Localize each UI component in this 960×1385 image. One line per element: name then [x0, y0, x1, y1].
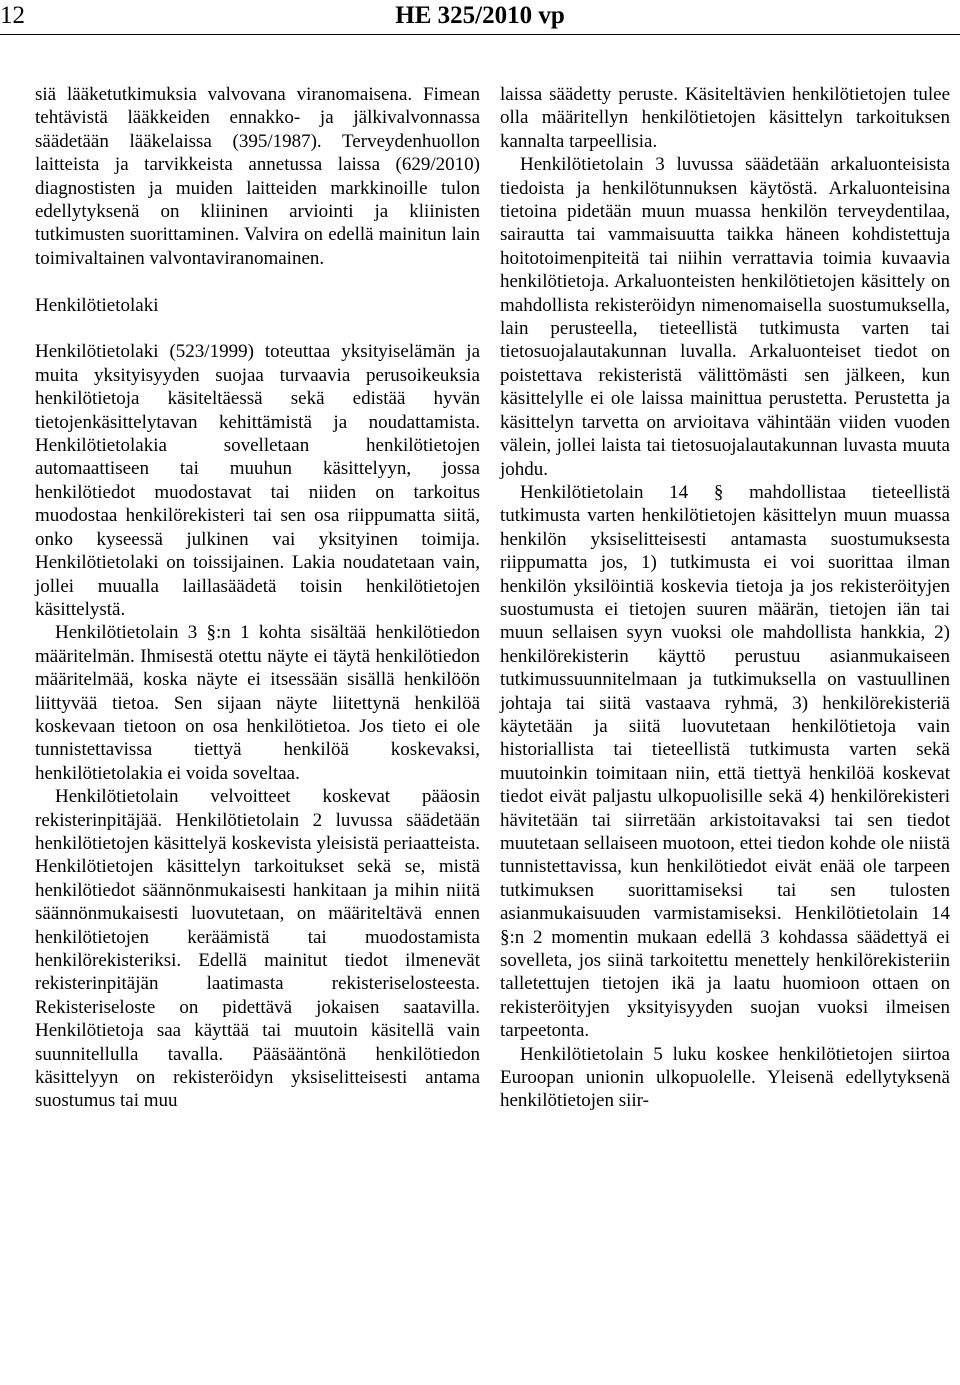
- page-number: 12: [0, 2, 25, 29]
- header-rule: [0, 34, 960, 35]
- left-column: [35, 83, 480, 1113]
- left-paragraph-4: Henkilötietolain velvoitteet koskevat pääosin rekisterinpitäjää. Henkilötietolain 2 luvussa säädetään henkilötietojen käsittelyä koskevista yleisistä periaatteista. Henkilötietojen käsittelyn tarkoitukset sekä se, mistä henkilötiedot säännönmukaisesti hankitaan ja mihin niitä säännönmukaisesti luovutetaan, on määriteltävä ennen henkilötietojen keräämistä tai muodostamista henkilörekisteriksi. Edellä mainitut tiedot ilmenevät rekisterinpitäjän laatimasta rekisteriselosteesta. Rekisteriseloste on pidettävä jokaisen saatavilla. Henkilötietoja saa käyttää tai muutoin käsitellä vain suunnitellulla tavalla. Pääsääntönä henkilötiedon käsittelyyn on rekisteröidyn yksiselitteisesti antama suostumus tai muu: [35, 786, 480, 1112]
- section-heading-henkilotietolaki: Henkilötietolaki: [35, 294, 159, 316]
- left-paragraph-1: siä lääketutkimuksia valvovana viranomaisena. Fimean tehtävistä lääkkeiden ennakko- ja jälkivalvonnassa säädetään lääkelaissa (395/1987). Terveydenhuollon laitteista ja tarvikkeista annetussa laissa (629/2010) diagnostisten ja muiden laitteiden markkinoille tulon edellytyksenä on kliininen arviointi ja kliinisten tutkimusten suorittaminen. Valvira on edellä mainitun lain toimivaltainen valvontaviranomainen.: [35, 84, 480, 269]
- right-paragraph-4: Henkilötietolain 5 luku koskee henkilötietojen siirtoa Euroopan unionin ulkopuolelle. Yleisenä edellytyksenä henkilötietojen siir-: [500, 1043, 950, 1112]
- right-paragraph-1: laissa säädetty peruste. Käsiteltävien henkilötietojen tulee olla määritellyn henkilötietojen käsittelyn tarkoituksen kannalta tarpeellisia.: [500, 84, 950, 152]
- right-paragraph-2: Henkilötietolain 3 luvussa säädetään arkaluonteisista tiedoista ja henkilötunnuksen käytöstä. Arkaluonteisina tietoina pidetään muun muassa henkilön terveydentilaa, sairautta tai vammaisuutta taikka häneen kohdistettuja hoitotoimenpiteitä tai niihin verrattavia toimia kuvaavia henkilötietoja. Arkaluonteisten henkilötietojen käsittely on mahdollista rekisteröidyn nimenomaisella suostumuksella, lain perusteella, tieteellistä tutkimusta varten tai tietosuojalautakunnan luvalla. Arkaluonteiset tiedot on poistettava rekisteristä välittömästi sen jälkeen, kun käsittelylle ei ole laissa mainittua perustetta. Perustetta ja käsittelyn tarvetta on arvioitava vähintään viiden vuoden välein, jollei laista tai tietosuojalautakunnan luvasta muuta johdu.: [500, 154, 950, 480]
- left-paragraph-3: Henkilötietolain 3 §:n 1 kohta sisältää henkilötiedon määritelmän. Ihmisestä otettu näyte ei täytä henkilötiedon määritelmää, koska näyte ei itsessään sisällä henkilöön liittyvää tietoa. Sen sijaan näyte liitettynä henkilöä koskevaan tietoon on osa henkilötietoa. Jos tieto ei ole tunnistettavissa tiettyä henkilöä koskevaksi, henkilötietolakia ei voida soveltaa.: [35, 622, 480, 784]
- document-id: HE 325/2010 vp: [395, 2, 565, 29]
- right-paragraph-3: Henkilötietolain 14 § mahdollistaa tieteellistä tutkimusta varten henkilötietojen käsittelyn muun muassa henkilön yksiselitteisesti antamasta suostumuksesta riippumatta jos, 1) tutkimusta ei voi suorittaa ilman henkilön yksilöintiä koskevia tietoja ja jos rekisteröityjen suostumusta ei tietojen suuren määrän, tietojen iän tai muun sellaisen syyn vuoksi ole mahdollista hankkia, 2) henkilörekisterin käyttö perustuu asianmukaiseen tutkimussuunnitelmaan ja tutkimuksella on vastuullinen johtaja tai siitä vastaava ryhmä, 3) henkilörekisteriä käytetään ja siitä luovutetaan henkilötietoja vain historiallista tai tieteellistä tutkimusta varten sekä muutoinkin toimitaan niin, että tiettyä henkilöä koskevat tiedot eivät paljastu ulkopuolisille sekä 4) henkilörekisteri hävitetään tai siirretään arkistoitavaksi tai sen tiedot muutetaan sellaiseen muotoon, ettei tiedon kohde ole niistä tunnistettavissa, kun henkilötiedot eivät enää ole tarpeen tutkimuksen suorittamiseksi tai sen tulosten asianmukaisuuden varmistamiseksi. Henkilötietolain 14 §:n 2 momentin mukaan edellä 3 kohdassa säädettyä ei sovelleta, jos siinä tarkoitettu menettely henkilörekisteriin talletettujen tietojen ikä ja laatu huomioon ottaen on rekisteröityjen yksityisyyden suojan vuoksi ilmeisen tarpeetonta.: [500, 481, 950, 1042]
- left-paragraph-2: Henkilötietolaki (523/1999) toteuttaa yksityiselämän ja muita yksityisyyden suojaa turvaavia perusoikeuksia henkilötietoja käsiteltäessä sekä edistää hyvän tietojenkäsittelytavan kehittämistä ja noudattamista. Henkilötietolakia sovelletaan henkilötietojen automaattiseen tai muuhun käsittelyyn, jossa henkilötiedot muodostavat tai niiden on tarkoitus muodostaa henkilörekisteri tai sen osa riippumatta siitä, onko kyseessä julkinen vai yksityinen toimija. Henkilötietolaki on toissijainen. Lakia noudatetaan vain, jollei muualla laillasäädetä toisin henkilötietojen käsittelystä.: [35, 341, 480, 620]
- page-header: [0, 0, 960, 40]
- right-column: [500, 83, 950, 1113]
